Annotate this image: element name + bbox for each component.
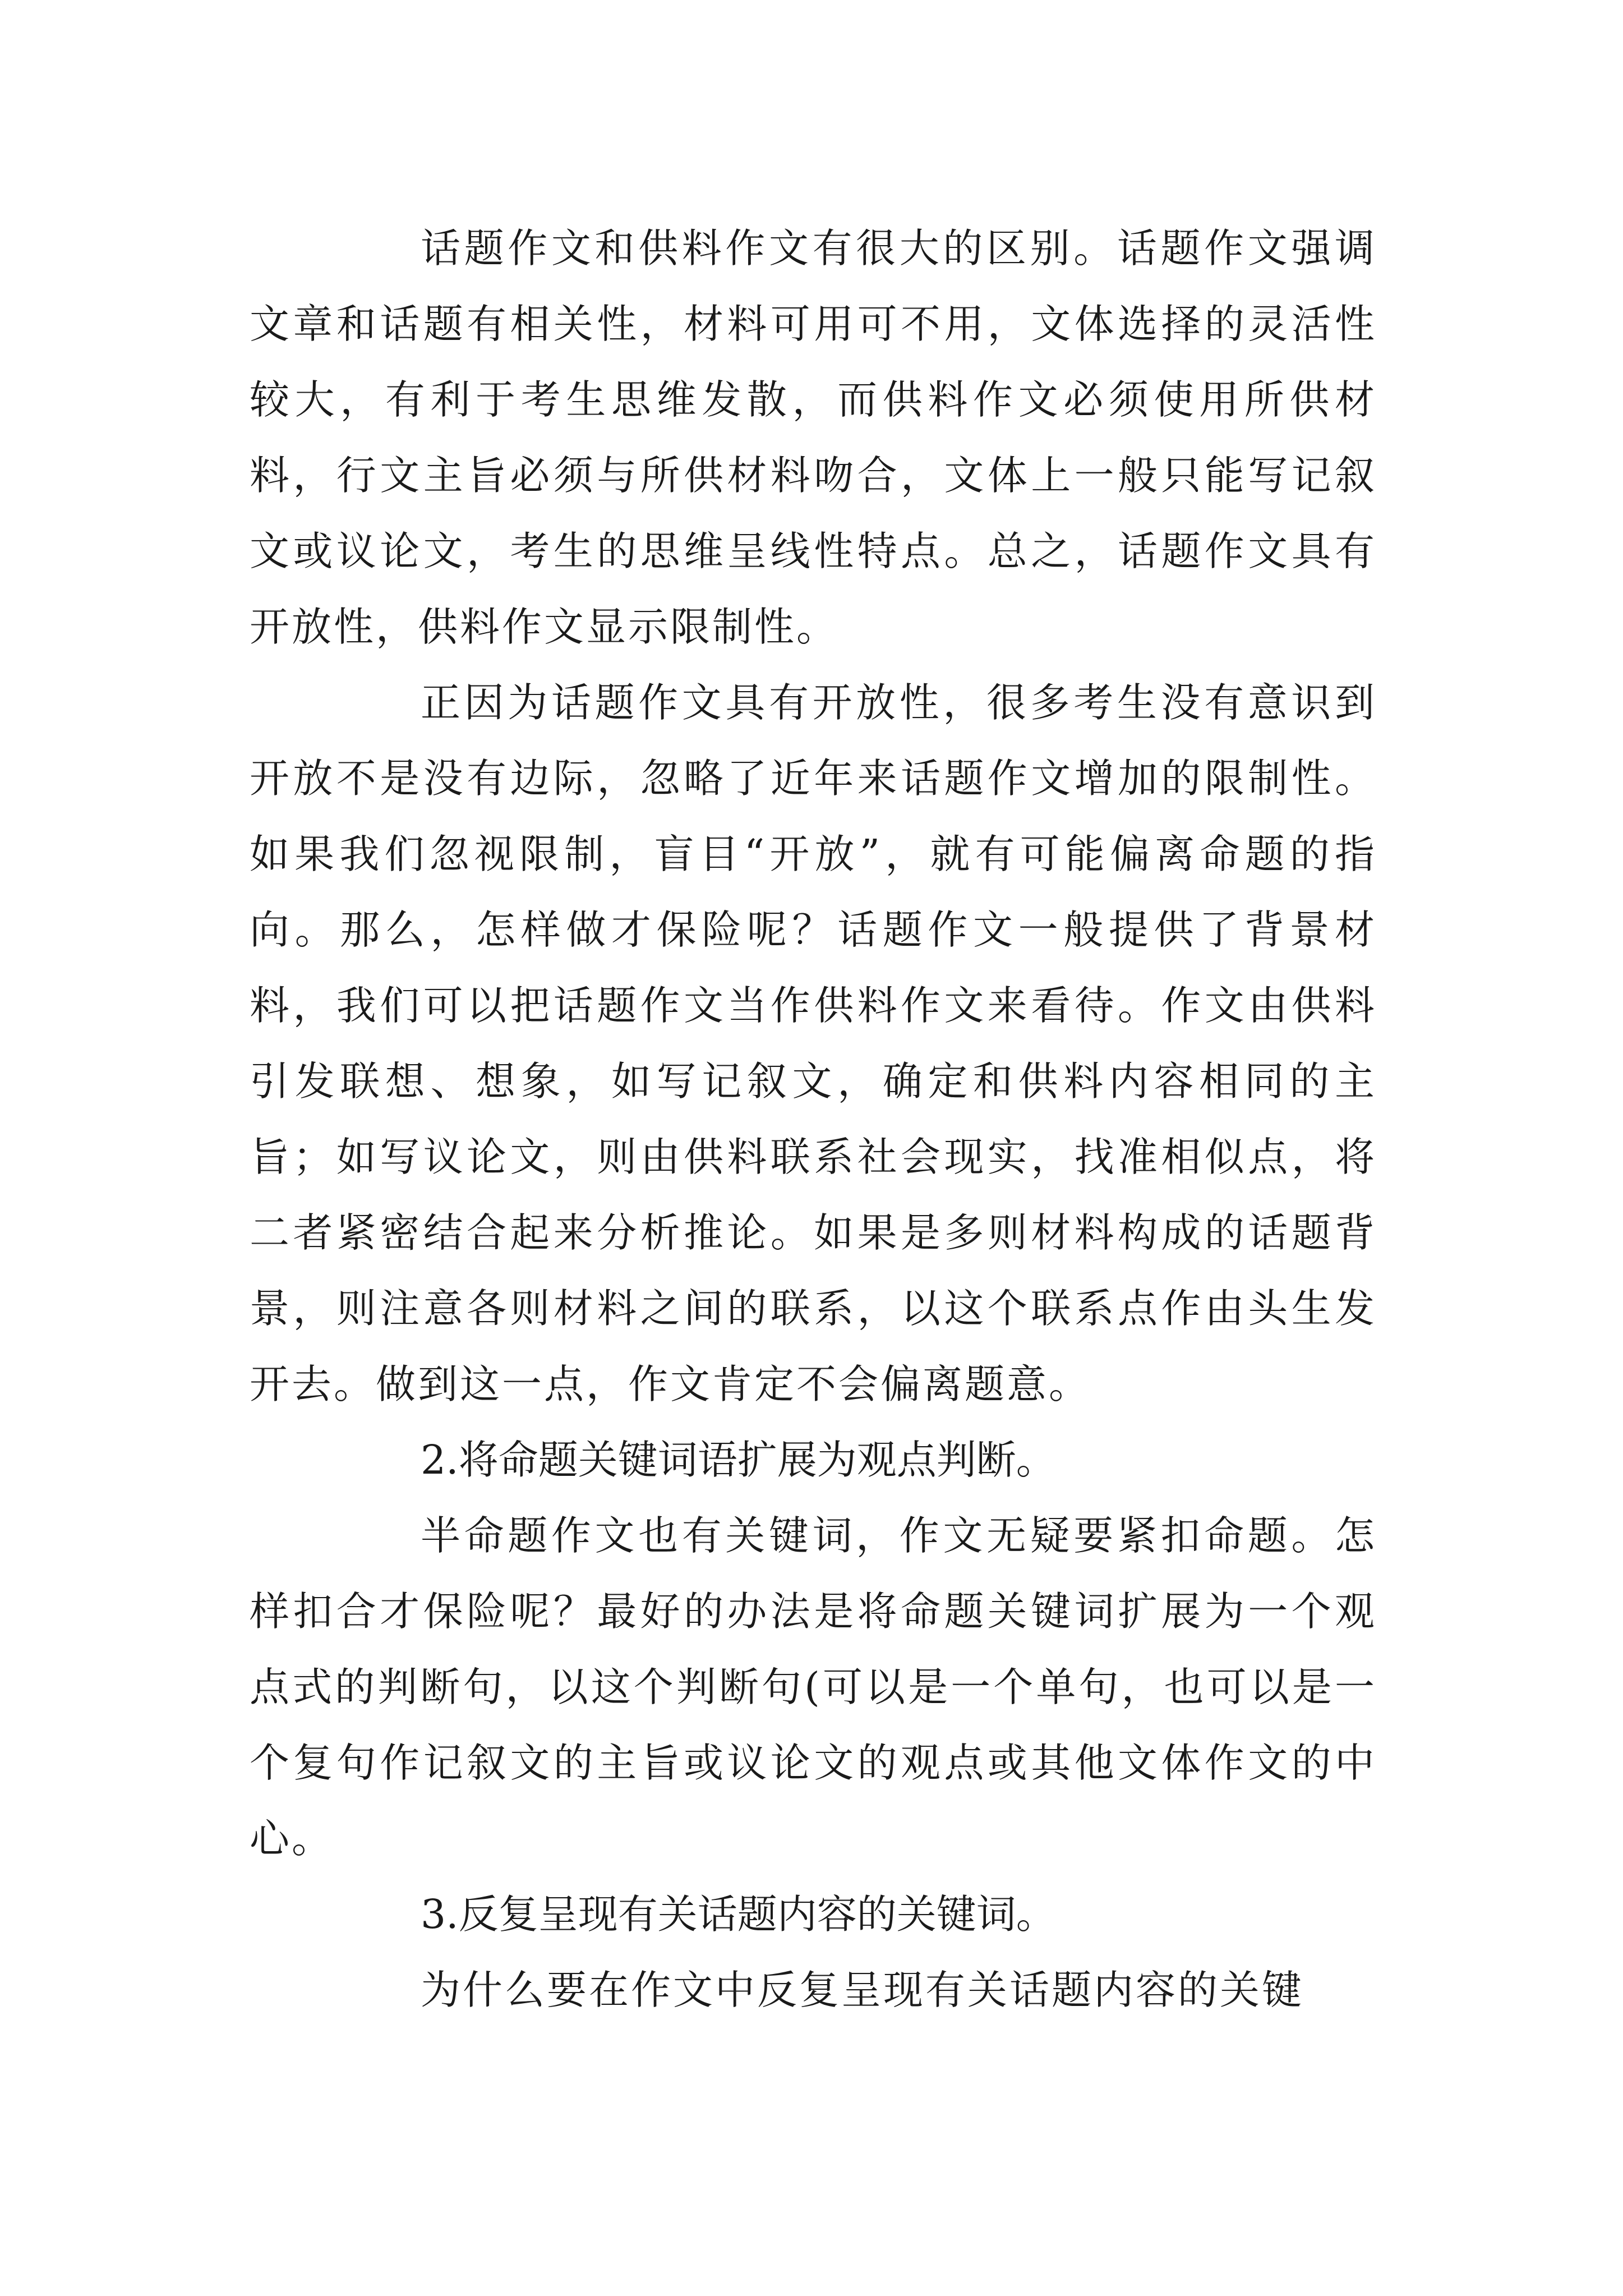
paragraph-topic-vs-material: 话题作文和供料作文有很大的区别。话题作文强调文章和话题有相关性，材料可用可不用，文体选择的灵活性较大，有利于考生思维发散，而供料作文必须使用所供材料，行文主旨必须与所供材料吻合，文体上一般只能写记叙文或议论文，考生的思维呈线性特点。总之，话题作文具有开放性，供料作文显示限制性。 [250, 225, 1377, 650]
section-heading-2: 2.将命题关键词语扩展为观点判断。 [421, 1437, 1056, 1483]
paragraph-openness: 正因为话题作文具有开放性，很多考生没有意识到开放不是没有边际，忽略了近年来话题作文增加的限制性。如果我们忽视限制，盲目“开放”，就有可能偏离命题的指向。那么，怎样做才保险呢？话题作文一般提供了背景材料，我们可以把话题作文当作供料作文来看待。作文由供料引发联想、想象，如写记叙文，确定和供料内容相同的主旨；如写议论文，则由供料联系社会现实，找准相似点，将二者紧密结合起来分析推论。如果是多则材料构成的话题背景，则注意各则材料之间的联系，以这个联系点作由头生发开去。做到这一点，作文肯定不会偏离题意。 [250, 679, 1377, 1407]
section-heading-3: 3.反复呈现有关话题内容的关键词。 [421, 1891, 1056, 1938]
paragraph-keywords: 为什么要在作文中反复呈现有关话题内容的关键 [421, 1967, 1304, 2013]
paragraph-half-title: 半命题作文也有关键词，作文无疑要紧扣命题。怎样扣合才保险呢？最好的办法是将命题关键词扩展为一个观点式的判断句，以这个判断句(可以是一个单句，也可以是一个复句作记叙文的主旨或议论文的观点或其他文体作文的中心。 [250, 1512, 1377, 1862]
document-page [250, 210, 1377, 2028]
